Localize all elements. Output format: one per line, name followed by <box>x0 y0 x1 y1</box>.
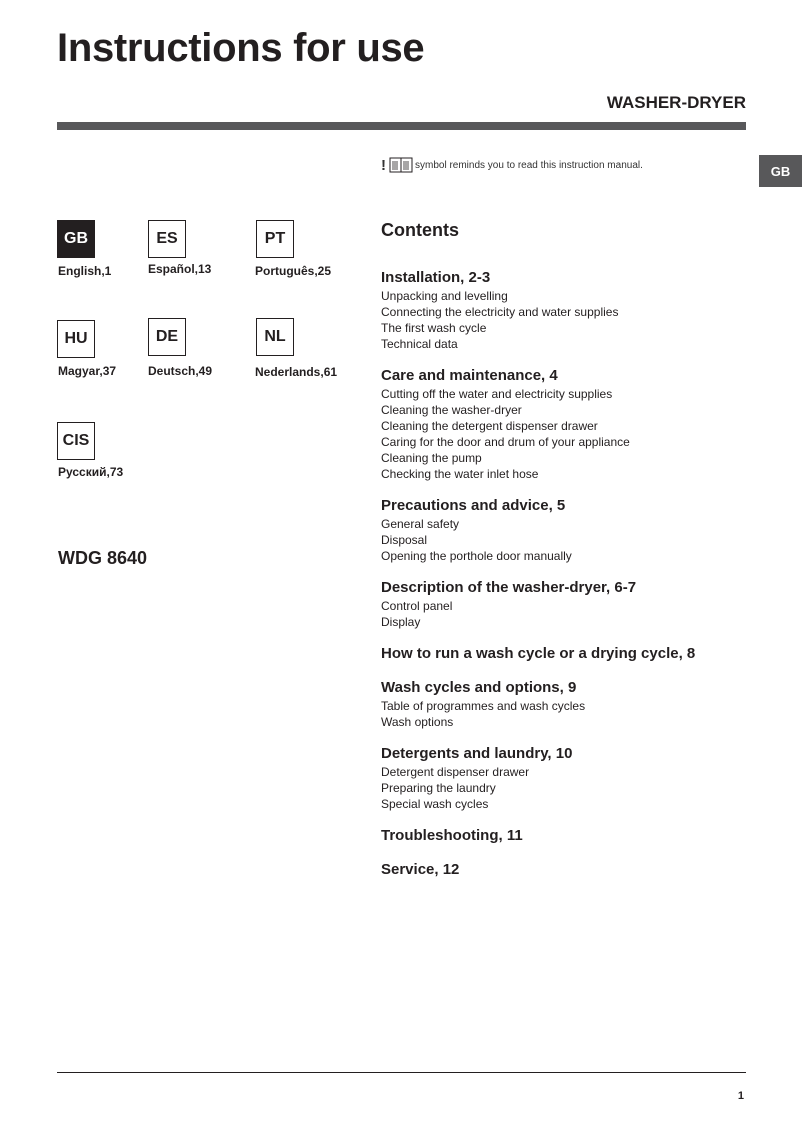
toc-item[interactable]: Control panel <box>381 599 453 613</box>
toc-heading[interactable]: Wash cycles and options, 9 <box>381 679 577 696</box>
language-box-pt[interactable]: PT <box>256 220 294 258</box>
toc-item[interactable]: General safety <box>381 517 460 531</box>
page-title: Instructions for use <box>57 26 425 70</box>
language-label-pt[interactable]: Português,25 <box>255 264 332 278</box>
manual-note <box>381 156 643 174</box>
toc-item[interactable]: Special wash cycles <box>381 797 489 811</box>
toc-item[interactable]: Cleaning the washer-dryer <box>381 403 522 417</box>
toc-heading[interactable]: Description of the washer-dryer, 6-7 <box>381 579 637 596</box>
toc-section-service <box>381 860 751 880</box>
language-label-cis[interactable]: Русский,73 <box>58 465 124 479</box>
language-label-gb[interactable]: English,1 <box>58 264 112 278</box>
toc-item[interactable]: Cleaning the detergent dispenser drawer <box>381 419 598 433</box>
toc-heading[interactable]: Detergents and laundry, 10 <box>381 745 573 762</box>
language-side-tab: GB <box>759 155 802 187</box>
toc-heading[interactable]: Care and maintenance, 4 <box>381 367 558 384</box>
toc-section-wash-cycles <box>381 678 751 730</box>
language-box-es[interactable]: ES <box>148 220 186 258</box>
toc-section-how-to-run <box>381 644 751 664</box>
table-of-contents <box>381 268 751 894</box>
header-divider <box>57 122 746 130</box>
toc-item[interactable]: Connecting the electricity and water supplies <box>381 305 619 319</box>
toc-item[interactable]: Opening the porthole door manually <box>381 549 572 563</box>
contents-title: Contents <box>381 220 459 240</box>
toc-heading[interactable]: How to run a wash cycle or a drying cycle, 8 <box>381 645 696 662</box>
page-number: 1 <box>737 1090 744 1102</box>
manual-book-icon <box>389 156 413 174</box>
language-label-es[interactable]: Español,13 <box>148 262 212 276</box>
toc-section-description <box>381 578 751 630</box>
toc-item[interactable]: Caring for the door and drum of your appliance <box>381 435 630 449</box>
toc-item[interactable]: Cleaning the pump <box>381 451 482 465</box>
toc-heading[interactable]: Precautions and advice, 5 <box>381 497 566 514</box>
toc-section-troubleshooting <box>381 826 751 846</box>
language-box-hu[interactable]: HU <box>57 320 95 358</box>
toc-item[interactable]: The first wash cycle <box>381 321 487 335</box>
product-type: WASHER-DRYER <box>606 93 746 112</box>
manual-note-text: symbol reminds you to read this instruction manual. <box>415 159 643 171</box>
language-box-nl[interactable]: NL <box>256 318 294 356</box>
language-box-de[interactable]: DE <box>148 318 186 356</box>
toc-section-care <box>381 366 751 482</box>
toc-item[interactable]: Cutting off the water and electricity supplies <box>381 387 613 401</box>
language-label-hu[interactable]: Magyar,37 <box>58 364 117 378</box>
toc-section-detergents <box>381 744 751 812</box>
language-label-nl[interactable]: Nederlands,61 <box>255 365 338 379</box>
toc-heading[interactable]: Troubleshooting, 11 <box>381 827 523 844</box>
toc-item[interactable]: Disposal <box>381 533 428 547</box>
toc-item[interactable]: Checking the water inlet hose <box>381 467 539 481</box>
toc-item[interactable]: Table of programmes and wash cycles <box>381 699 586 713</box>
language-label-de[interactable]: Deutsch,49 <box>148 364 213 378</box>
language-box-gb[interactable]: GB <box>57 220 95 258</box>
toc-item[interactable]: Wash options <box>381 715 454 729</box>
toc-item[interactable]: Detergent dispenser drawer <box>381 765 530 779</box>
toc-item[interactable]: Preparing the laundry <box>381 781 496 795</box>
toc-section-installation <box>381 268 751 352</box>
language-box-cis[interactable]: CIS <box>57 422 95 460</box>
toc-item[interactable]: Technical data <box>381 337 458 351</box>
model-number: WDG 8640 <box>58 548 148 568</box>
toc-item[interactable]: Display <box>381 615 421 629</box>
footer-divider <box>57 1072 746 1073</box>
warning-symbol: ! <box>381 156 386 174</box>
toc-heading[interactable]: Installation, 2-3 <box>381 269 491 286</box>
toc-section-precautions <box>381 496 751 564</box>
toc-item[interactable]: Unpacking and levelling <box>381 289 508 303</box>
toc-heading[interactable]: Service, 12 <box>381 861 460 878</box>
